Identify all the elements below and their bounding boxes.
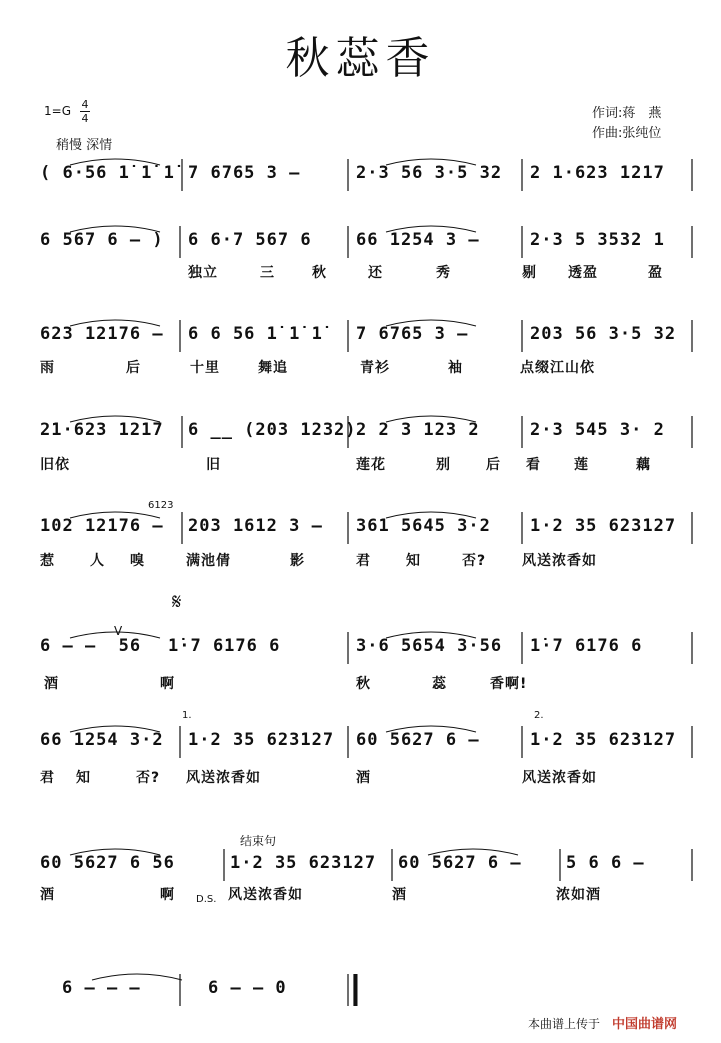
footer-upload-text: 本曲谱上传于 (528, 1017, 601, 1031)
lyric-text: 影 (290, 553, 305, 569)
credits (592, 104, 661, 144)
lyric-text: 后 (126, 360, 141, 376)
lyric-text: 惹 (40, 553, 55, 569)
lyric-text: 莲 (574, 457, 589, 473)
lyric-text: 酒 (40, 887, 55, 903)
score-row (0, 722, 721, 762)
lyric-text: 点缀江山依 (520, 360, 595, 376)
time-top: 4 (81, 98, 89, 111)
time-bottom: 4 (81, 112, 89, 125)
lyric-text: 否? (136, 770, 161, 786)
measure-notes: 66 1254 3·2 (40, 730, 164, 750)
lyric-text: 风送浓香如 (228, 887, 303, 903)
score-row (0, 970, 721, 1010)
lyric-text: 酒 (44, 676, 59, 692)
measure-notes: 66 1254 3 – (356, 230, 480, 250)
score-row (0, 845, 721, 885)
score-row (0, 316, 721, 356)
measure-notes: 2 1·623 1217 (530, 163, 665, 183)
measure-notes: 1·2 35 623127 (230, 853, 377, 873)
composer: 作曲:张纯位 (592, 126, 662, 141)
measure-notes: 60 5627 6 – (398, 853, 522, 873)
lyric-text: 知 (76, 770, 91, 786)
lyric-text: 后 (486, 457, 501, 473)
lyric-text: 浓如酒 (556, 887, 601, 903)
measure-notes: 6 – – 0 (208, 978, 287, 998)
lyric-text: 还 (368, 265, 383, 281)
ending-label: 结束句 (240, 834, 277, 848)
lyrics-row (0, 357, 721, 379)
key-signature: 1=G (44, 104, 71, 118)
lyric-text: 啊 (160, 676, 175, 692)
lyrics-row (0, 767, 721, 789)
lyric-text: 十里 (190, 360, 220, 376)
score-row (0, 222, 721, 262)
lyrics-row (0, 454, 721, 476)
score-row (0, 155, 721, 195)
lyric-text: 秀 (436, 265, 451, 281)
lyric-text: 莲花 (356, 457, 386, 473)
measure-notes: 21·623 1217 (40, 420, 164, 440)
lyric-text: 酒 (356, 770, 371, 786)
measure-notes: 203 56 3·5 32 (530, 324, 677, 344)
lyric-text: 香啊! (490, 676, 528, 692)
measure-notes: 102 12176 — (40, 516, 164, 536)
lyric-text: 风送浓香如 (522, 553, 597, 569)
measure-notes: 2·3 56 3·5 32 (356, 163, 503, 183)
time-signature (80, 98, 90, 125)
lyric-text: 啊 (160, 887, 175, 903)
lyric-text: 别 (436, 457, 451, 473)
measure-notes: 203 1612 3 – (188, 516, 323, 536)
measure-notes: 1̇·7 6176 6 (168, 636, 281, 656)
song-title: 秋蕊香 (285, 33, 436, 84)
segno-icon: 𝄋 (172, 590, 182, 615)
measure-notes: 1̇·7 6176 6 (530, 636, 643, 656)
measure-notes: 6 __ (203 1232) (188, 420, 357, 440)
score-row (0, 628, 721, 668)
lyric-text: 三 (260, 265, 275, 281)
lyric-text: 舞追 (258, 360, 288, 376)
lyric-text: 剔 (522, 265, 537, 281)
measure-notes: 1·2 35 623127 (530, 516, 677, 536)
score-row (0, 412, 721, 452)
lyrics-row (0, 550, 721, 572)
measure-notes: 2 2 3 123 2 (356, 420, 480, 440)
breath-mark: V (114, 624, 123, 638)
tempo-marking: 稍慢 深情 (56, 138, 113, 153)
measure-notes: 1·2 35 623127 (188, 730, 335, 750)
volta-1-label: 1. (182, 710, 192, 721)
ds-mark: D.S. (196, 894, 217, 905)
measure-notes: 6 6 56 1̇ 1̇ 1̇ (188, 324, 323, 344)
measure-notes: 60 5627 6 56 (40, 853, 175, 873)
lyric-text: 透盈 (568, 265, 598, 281)
lyrics-row (0, 262, 721, 284)
lyric-text: 袖 (448, 360, 463, 376)
measure-notes: 5 6 6 – (566, 853, 645, 873)
lyricist: 作词:蒋 燕 (592, 106, 662, 121)
lyric-text: 嗅 (130, 553, 145, 569)
lyric-text: 秋 (312, 265, 327, 281)
lyric-text: 君 (356, 553, 371, 569)
measure-notes: 60 5627 6 – (356, 730, 480, 750)
measure-notes: 6 567 6 – ) (40, 230, 164, 250)
score-row (0, 508, 721, 548)
lyric-text: 盈 (648, 265, 663, 281)
measure-notes: 6 – – – (62, 978, 141, 998)
lyric-text: 旧 (206, 457, 221, 473)
measure-notes: 6 – – 56 (40, 636, 142, 656)
site-logo: 中国曲谱网 (612, 1017, 678, 1032)
measure-notes: 7 6765 3 – (356, 324, 469, 344)
measure-notes: ( 6·56 1̇ 1̇ 1̇ (40, 163, 175, 183)
lyric-text: 旧依 (40, 457, 70, 473)
measure-notes: 1·2 35 623127 (530, 730, 677, 750)
measure-notes: 623 12176 – (40, 324, 164, 344)
lyric-text: 风送浓香如 (522, 770, 597, 786)
grace-notes: 6123 (148, 500, 174, 511)
measure-notes: 2·3 545 3· 2 (530, 420, 665, 440)
measure-notes: 6 6·7 567 6 (188, 230, 312, 250)
lyrics-row (0, 884, 721, 906)
measure-notes: 361 5645 3·2 (356, 516, 491, 536)
lyric-text: 否? (462, 553, 487, 569)
lyric-text: 知 (406, 553, 421, 569)
lyric-text: 雨 (40, 360, 55, 376)
measure-notes: 3·6 5654 3·56 (356, 636, 503, 656)
volta-2-label: 2. (534, 710, 544, 721)
measure-notes: 7 6765 3 – (188, 163, 301, 183)
measure-notes: 2·3 5 3532 1 (530, 230, 665, 250)
lyric-text: 人 (90, 553, 105, 569)
lyric-text: 独立 (188, 265, 218, 281)
lyrics-row (0, 673, 721, 695)
lyric-text: 风送浓香如 (186, 770, 261, 786)
lyric-text: 君 (40, 770, 55, 786)
lyric-text: 蕊 (432, 676, 447, 692)
lyric-text: 秋 (356, 676, 371, 692)
lyric-text: 藕 (636, 457, 651, 473)
lyric-text: 看 (526, 457, 541, 473)
lyric-text: 满池倩 (186, 553, 231, 569)
lyric-text: 酒 (392, 887, 407, 903)
lyric-text: 青衫 (360, 360, 390, 376)
